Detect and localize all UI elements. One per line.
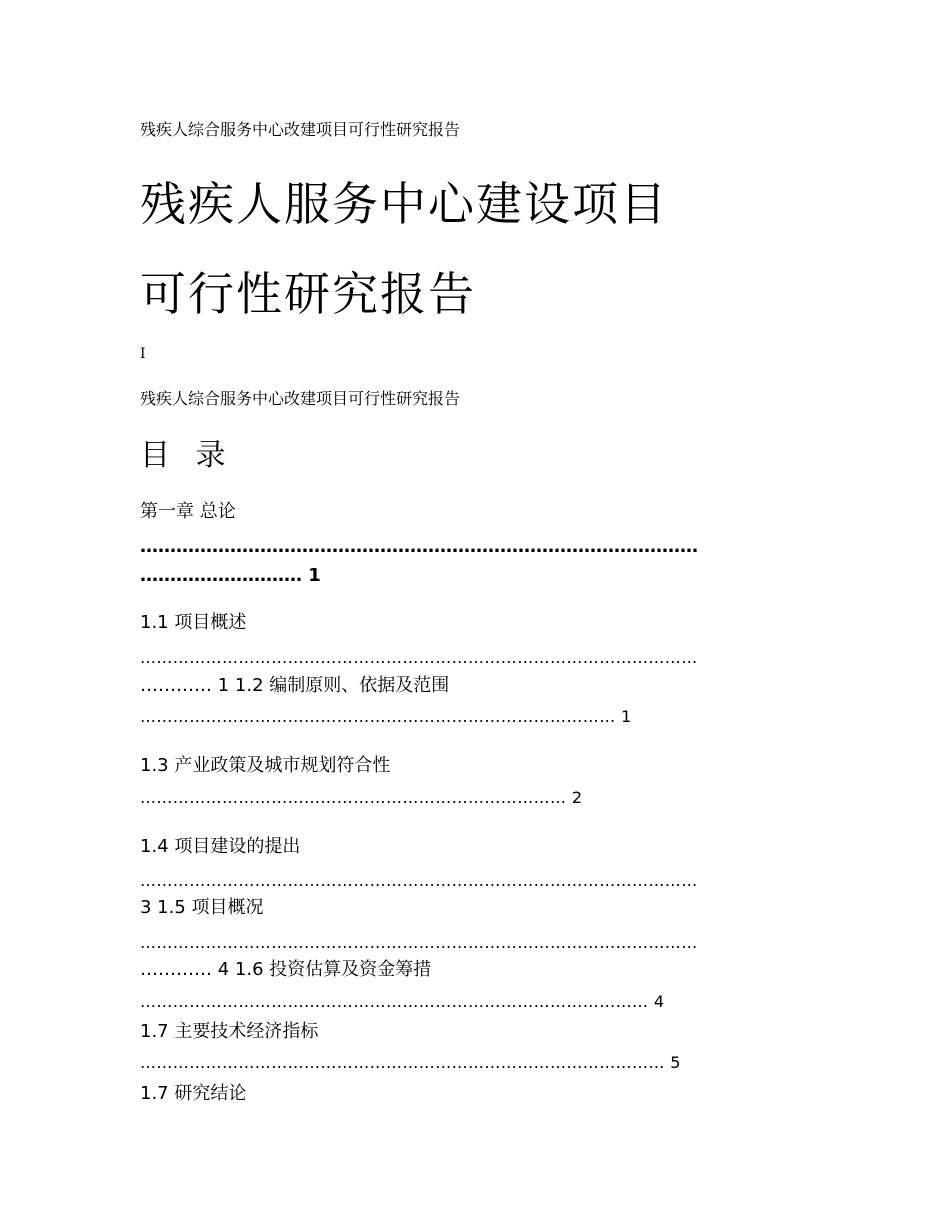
toc-entry-1-2-leader: …………………………………………………………………………… 1	[140, 707, 632, 726]
toc-entry-1-1[interactable]: 1.1 项目概述	[140, 612, 247, 633]
toc-entry-1-7-conclusion[interactable]: 1.7 研究结论	[140, 1083, 247, 1104]
toc-heading: 目 录	[140, 438, 234, 473]
toc-entry-1-4[interactable]: 1.4 项目建设的提出	[140, 836, 301, 857]
toc-entry-1-1-leader: …………………………………………………………………………………………	[140, 648, 698, 667]
document-title-line-1: 残疾人服务中心建设项目	[140, 177, 668, 231]
toc-entry-1-3[interactable]: 1.3 产业政策及城市规划符合性	[140, 755, 391, 776]
running-header: 残疾人综合服务中心改建项目可行性研究报告	[140, 120, 461, 139]
toc-entry-1-4-leader: …………………………………………………………………………………………	[140, 871, 698, 890]
page-number: I	[140, 346, 146, 362]
toc-entry-1-2[interactable]: ………… 1 1.2 编制原则、依据及范围	[140, 675, 450, 696]
toc-entry-1-3-leader: …………………………………………………………………… 2	[140, 788, 583, 807]
toc-entry-1-7-indicators[interactable]: 1.7 主要技术经济指标	[140, 1021, 319, 1042]
toc-entry-1-7-indicators-leader: …………………………………………………………………………………… 5	[140, 1053, 681, 1072]
toc-entry-1-5[interactable]: 3 1.5 项目概况	[140, 897, 264, 918]
toc-chapter-1[interactable]: 第一章 总论	[140, 501, 236, 522]
toc-chapter-1-page: ……………………… 1	[140, 565, 321, 586]
running-header-2: 残疾人综合服务中心改建项目可行性研究报告	[140, 389, 461, 408]
toc-entry-1-5-leader: …………………………………………………………………………………………	[140, 933, 698, 952]
toc-entry-1-6[interactable]: ………… 4 1.6 投资估算及资金筹措	[140, 959, 432, 980]
toc-chapter-1-leader: …………………………………………………………………………………	[140, 536, 698, 557]
document-title-line-2: 可行性研究报告	[140, 267, 476, 321]
toc-entry-1-6-leader: ………………………………………………………………………………… 4	[140, 992, 665, 1011]
